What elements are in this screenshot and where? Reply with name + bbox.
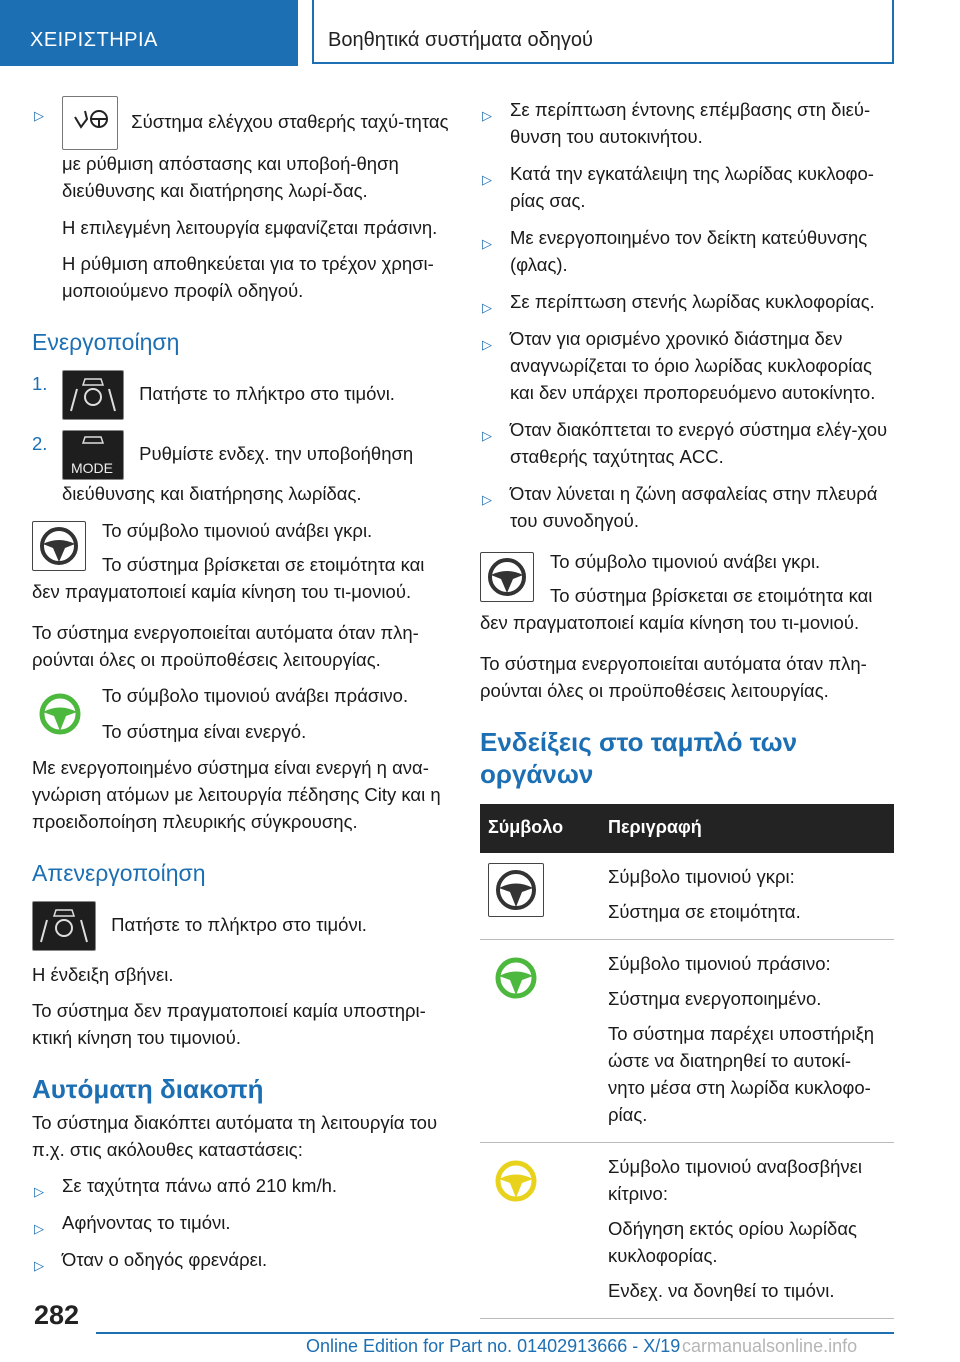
list-item: ▷ Σε ταχύτητα πάνω από 210 km/h.: [32, 1172, 450, 1199]
list-item: ▷ Σε περίπτωση στενής λωρίδας κυκλοφορίας.: [480, 288, 896, 315]
paragraph: Το σύμβολο τιμονιού ανάβει γκρι.: [550, 551, 821, 572]
paragraph: Με ενεργοποιημένο σύστημα είναι ενεργή η ανα-γνώριση ατόμων με λειτουργία πέδησης City και η προειδοποίηση πλευρικής σύγκρουσης.: [32, 757, 441, 832]
right-column: [480, 96, 896, 1319]
table-row: Σύμβολο τιμονιού γκρι: Σύστημα σε ετοιμότητα.: [480, 853, 894, 940]
paragraph: Το σύστημα ενεργοποιείται αυτόματα όταν πλη-ρούνται όλες οι προϋποθέσεις λειτουργίας.: [32, 622, 419, 670]
steering-wheel-grey-icon: [488, 863, 544, 917]
header-chapter-title: Βοηθητικά συστήματα οδηγού: [328, 29, 593, 51]
footer-divider: [96, 1332, 894, 1334]
triangle-bullet-icon: ▷: [482, 492, 492, 507]
footer-edition: Online Edition for Part no. 01402913666 - X/19: [306, 1336, 681, 1356]
list-item: ▷ Όταν λύνεται η ζώνη ασφαλείας στην πλευρά του συνοδηγού.: [482, 483, 878, 531]
list-item: ▷ Σε περίπτωση έντονης επέμβασης στη διεύ-θυνση του αυτοκινήτου.: [482, 99, 871, 147]
steering-wheel-green-icon: [488, 989, 544, 1010]
header-section-tab: [0, 0, 298, 66]
triangle-bullet-icon: ▷: [34, 1258, 44, 1273]
list-item: ▷ Όταν ο οδηγός φρενάρει.: [32, 1246, 450, 1273]
column-header-description: Περιγραφή: [600, 804, 894, 853]
table-header-row: [480, 804, 894, 853]
triangle-bullet-icon: ▷: [482, 236, 492, 251]
step-1: [32, 370, 450, 420]
table-row: Σύμβολο τιμονιού αναβοσβήνει κίτρινο: Οδήγηση εκτός ορίου λωρίδας κυκλοφορίας. Ενδεχ. να δονηθεί το τιμόνι.: [480, 1143, 894, 1319]
heading-cluster: Ενδείξεις στο ταμπλό των οργάνων: [480, 727, 798, 789]
paragraph: Η ρύθμιση αποθηκεύεται για το τρέχον χρησι-μοποιούμενο προφίλ οδηγού.: [62, 253, 434, 301]
triangle-bullet-icon: ▷: [482, 172, 492, 187]
step-text: Ρυθμίστε ενδεχ. την υποβοήθηση διεύθυνσης και διατήρησης λωρίδας.: [62, 442, 414, 504]
header-chapter-box: [312, 0, 894, 64]
list-item: ▷ Αφήνοντας το τιμόνι.: [32, 1209, 450, 1236]
triangle-bullet-icon: ▷: [34, 1184, 44, 1199]
list-item: [32, 96, 450, 204]
triangle-bullet-icon: ▷: [34, 1221, 44, 1236]
left-column: [32, 96, 450, 1283]
list-item: ▷ Με ενεργοποιημένο τον δείκτη κατεύθυνσης (φλας).: [482, 227, 868, 275]
list-item: ▷ Όταν για ορισμένο χρονικό διάστημα δεν αναγνωρίζεται το όριο λωρίδας κυκλοφορίας και δεν υπάρχει προπορευόμενο αυτοκίνητο.: [482, 328, 876, 403]
steering-wheel-green-icon: [32, 686, 88, 749]
paragraph: Το σύστημα είναι ενεργό.: [102, 721, 307, 742]
list-item: ▷ Κατά την εγκατάλειψη της λωρίδας κυκλοφο-ρίας σας.: [482, 163, 874, 211]
step-number: 1.: [32, 373, 48, 394]
step-text: Πατήστε το πλήκτρο στο τιμόνι.: [111, 913, 367, 935]
steering-wheel-yellow-icon: [488, 1192, 544, 1213]
steering-wheel-grey-icon: [480, 552, 534, 602]
watermark: carmanualsonline.info: [682, 1336, 858, 1356]
paragraph: Το σύστημα ενεργοποιείται αυτόματα όταν πλη-ρούνται όλες οι προϋποθέσεις λειτουργίας.: [480, 653, 867, 701]
mode-button-label: MODE: [71, 460, 113, 476]
triangle-bullet-icon: ▷: [482, 108, 492, 123]
paragraph: Το σύστημα δεν πραγματοποιεί καμία υποστηρι-κτική κίνηση του τιμονιού.: [32, 1000, 426, 1048]
deactivation-step: [32, 901, 450, 951]
symbol-note: [480, 548, 896, 606]
list-item: ▷ Όταν διακόπτεται το ενεργό σύστημα ελέγ-χου σταθερής ταχύτητας ACC.: [482, 419, 888, 467]
cruise-lane-control-icon: [62, 96, 118, 150]
triangle-bullet-icon: ▷: [34, 108, 44, 123]
symbol-note: [32, 517, 450, 575]
mode-button-icon: [62, 430, 124, 480]
column-header-symbol: Σύμβολο: [480, 804, 600, 853]
triangle-bullet-icon: ▷: [482, 337, 492, 352]
cluster-symbol-table: [480, 804, 894, 1319]
steering-button-icon: [62, 370, 124, 420]
paragraph: Το σύστημα βρίσκεται σε ετοιμότητα και δεν πραγματοποιεί καμία κίνηση του τι-μονιού.: [480, 585, 873, 633]
heading-auto-off: Αυτόματη διακοπή: [32, 1074, 264, 1104]
heading-deactivation: Απενεργοποίηση: [32, 860, 206, 886]
table-row: Σύμβολο τιμονιού πράσινο: Σύστημα ενεργοποιημένο. Το σύστημα παρέχει υποστήριξη ώστε να διατηρηθεί το αυτοκί-νητο μέσα στη λωρίδα κυκλοφο-ρίας.: [480, 940, 894, 1143]
paragraph: Το σύμβολο τιμονιού ανάβει πράσινο.: [102, 685, 409, 706]
symbol-note: [32, 682, 450, 745]
triangle-bullet-icon: ▷: [482, 300, 492, 315]
header-section-title: ΧΕΙΡΙΣΤΗΡΙΑ: [30, 29, 158, 51]
page-number: 282: [34, 1300, 80, 1330]
step-number: 2.: [32, 433, 48, 454]
bullet-intro-text: Σύστημα ελέγχου σταθερής ταχύ-τητας με ρύθμιση απόστασης και υποβοή-θηση διεύθυνσης και διατήρησης λωρί-δας.: [62, 110, 449, 201]
triangle-bullet-icon: ▷: [482, 428, 492, 443]
steering-wheel-grey-icon: [32, 521, 86, 571]
paragraph: Το σύμβολο τιμονιού ανάβει γκρι.: [102, 520, 373, 541]
steering-button-icon: [32, 901, 96, 951]
paragraph: Η ένδειξη σβήνει.: [32, 964, 174, 985]
step-text: Πατήστε το πλήκτρο στο τιμόνι.: [139, 382, 395, 404]
paragraph: Η επιλεγμένη λειτουργία εμφανίζεται πράσινη.: [62, 217, 438, 238]
paragraph: Το σύστημα βρίσκεται σε ετοιμότητα και δεν πραγματοποιεί καμία κίνηση του τι-μονιού.: [32, 554, 425, 602]
paragraph: Το σύστημα διακόπτει αυτόματα τη λειτουργία του π.χ. στις ακόλουθες καταστάσεις:: [32, 1112, 438, 1160]
step-2: [32, 430, 450, 507]
heading-activation: Ενεργοποίηση: [32, 329, 180, 355]
